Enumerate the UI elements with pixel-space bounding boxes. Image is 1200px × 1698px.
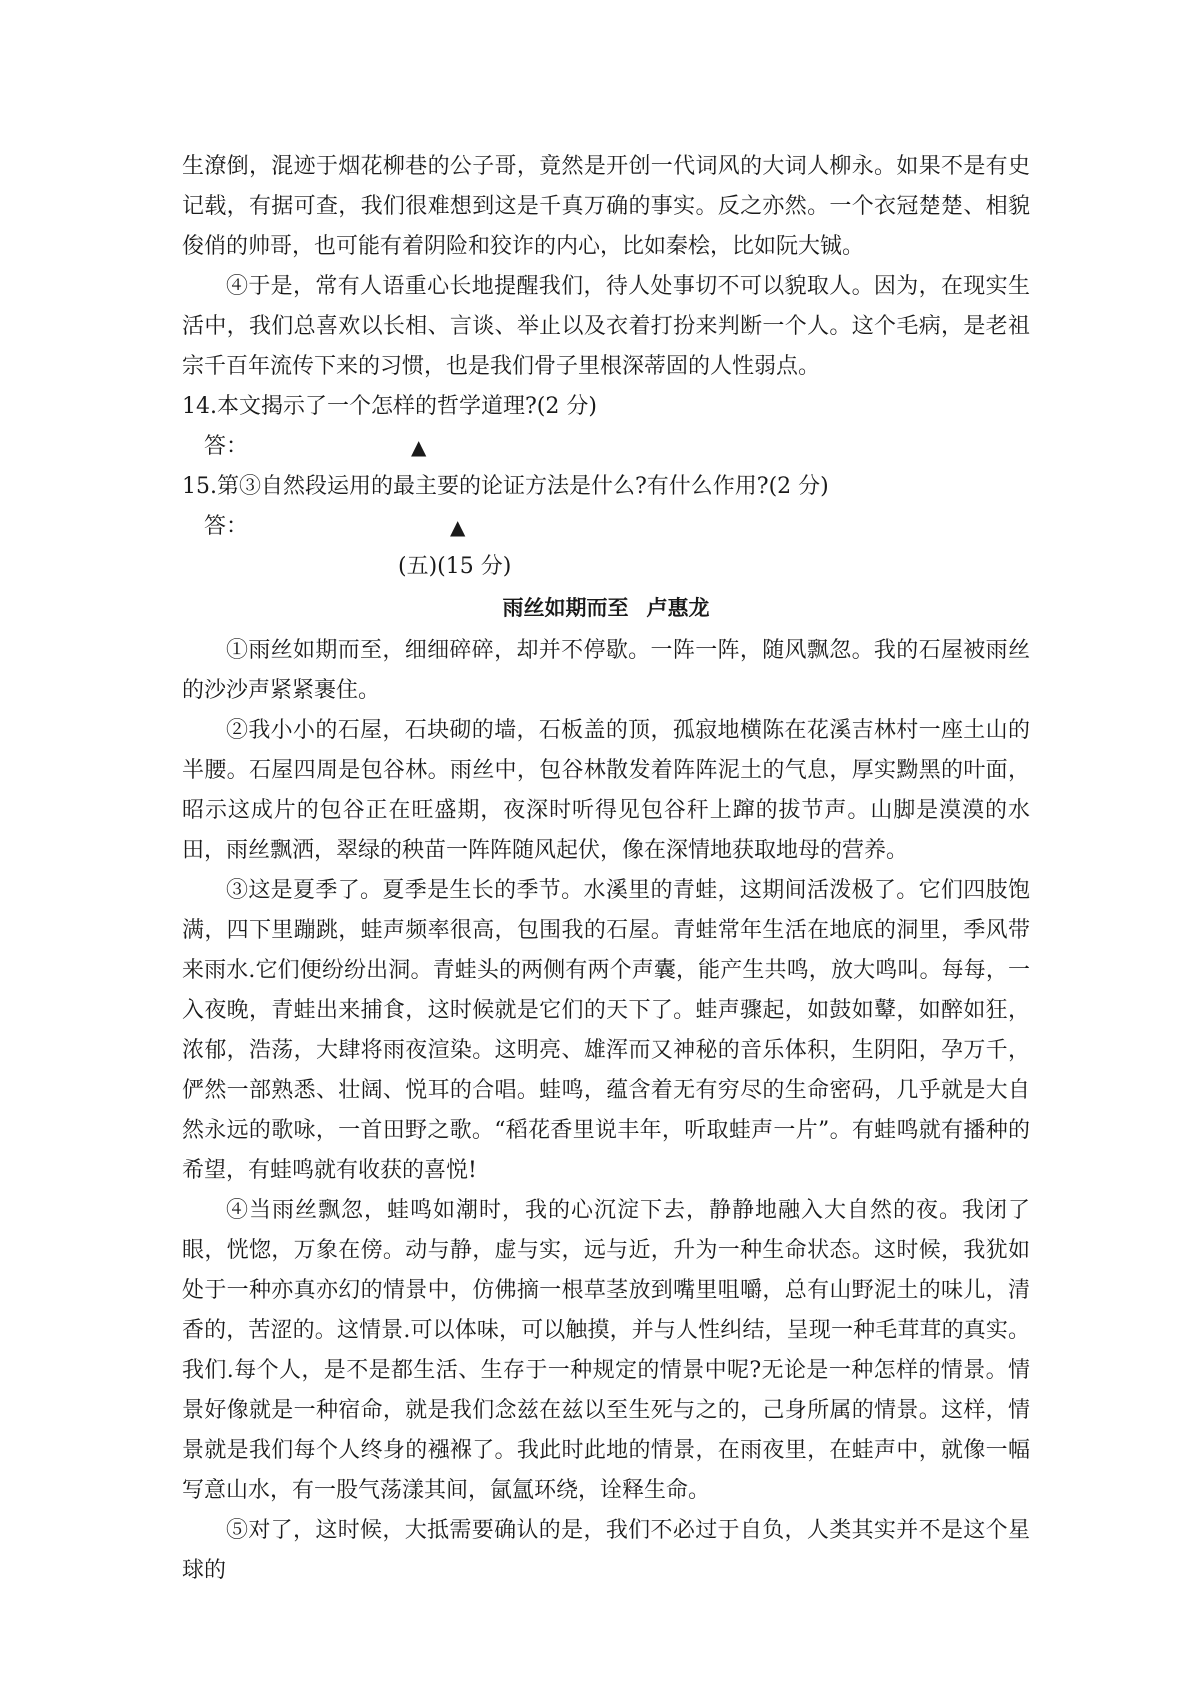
answer-triangle-marker: ▲ bbox=[450, 515, 466, 539]
page-content bbox=[182, 147, 1030, 1591]
section-heading: (五)(15 分) bbox=[398, 554, 512, 579]
passage-paragraph-4: ④于是，常有人语重心长地提醒我们，待人处事切不可以貌取人。因为，在现实生活中，我们总喜欢以长相、言谈、举止以及衣着打扮来判断一个人。这个毛病，是老祖宗千百年流传下来的习惯，也是我们骨子里根深蒂固的人性弱点。 bbox=[182, 274, 1030, 379]
article-paragraph-4: ④当雨丝飘忽，蛙鸣如潮时，我的心沉淀下去，静静地融入大自然的夜。我闭了眼，恍惚，万象在傍。动与静，虚与实，远与近，升为一种生命状态。这时候，我犹如处于一种亦真亦幻的情景中，仿佛摘一根草茎放到嘴里咀嚼，总有山野泥土的味儿，清香的，苦涩的。这情景.可以体味，可以触摸，并与人性纠结，呈现一种毛茸茸的真实。我们.每个人，是不是都生活、生存于一种规定的情景中呢?无论是一种怎样的情景。情景好像就是一种宿命，就是我们念兹在兹以至生死与之的，己身所属的情景。这样，情景就是我们每个人终身的襁褓了。我此时此地的情景，在雨夜里，在蛙声中，就像一幅写意山水，有一股气荡漾其间，氤氲环绕，诠释生命。 bbox=[182, 1198, 1030, 1503]
question-15: 15.第③自然段运用的最主要的论证方法是什么?有什么作用?(2 分) bbox=[182, 474, 829, 499]
question-14: 14.本文揭示了一个怎样的哲学道理?(2 分) bbox=[182, 394, 597, 419]
article-title-line bbox=[182, 587, 1030, 629]
article-paragraph-2: ②我小小的石屋，石块砌的墙，石板盖的顶，孤寂地横陈在花溪吉林村一座土山的半腰。石屋四周是包谷林。雨丝中，包谷林散发着阵阵泥土的气息，厚实黝黑的叶面，昭示这成片的包谷正在旺盛期，夜深时听得见包谷秆上蹿的拔节声。山脚是漠漠的水田，雨丝飘洒，翠绿的秧苗一阵阵随风起伏，像在深情地获取地母的营养。 bbox=[182, 718, 1030, 863]
answer-label: 答： bbox=[204, 514, 249, 539]
answer-label: 答： bbox=[204, 434, 249, 459]
article-paragraph-1: ①雨丝如期而至，细细碎碎，却并不停歇。一阵一阵，随风飘忽。我的石屋被雨丝的沙沙声紧紧裹住。 bbox=[182, 638, 1030, 703]
article-author: 卢惠龙 bbox=[646, 596, 710, 620]
article-title: 雨丝如期而至 bbox=[502, 596, 629, 620]
article-paragraph-5: ⑤对了，这时候，大抵需要确认的是，我们不必过于自负，人类其实并不是这个星球的 bbox=[182, 1518, 1030, 1583]
answer-triangle-marker: ▲ bbox=[411, 435, 427, 459]
passage-paragraph-continued: 生潦倒，混迹于烟花柳巷的公子哥，竟然是开创一代词风的大词人柳永。如果不是有史记载，有据可查，我们很难想到这是千真万确的事实。反之亦然。一个衣冠楚楚、相貌俊俏的帅哥，也可能有着阴险和狡诈的内心，比如秦桧，比如阮大铖。 bbox=[182, 154, 1030, 259]
article-paragraph-3: ③这是夏季了。夏季是生长的季节。水溪里的青蛙，这期间活泼极了。它们四肢饱满，四下里蹦跳，蛙声频率很高，包围我的石屋。青蛙常年生活在地底的洞里，季风带来雨水.它们便纷纷出洞。青蛙头的两侧有两个声囊，能产生共鸣，放大鸣叫。每每，一入夜晚，青蛙出来捕食，这时候就是它们的天下了。蛙声骤起，如鼓如鼙，如醉如狂，浓郁，浩荡，大肆将雨夜渲染。这明亮、雄浑而又神秘的音乐体积，生阴阳，孕万千，俨然一部熟悉、壮阔、悦耳的合唱。蛙鸣，蕴含着无有穷尽的生命密码，几乎就是大自然永远的歌咏，一首田野之歌。“稻花香里说丰年，听取蛙声一片”。有蛙鸣就有播种的希望，有蛙鸣就有收获的喜悦! bbox=[182, 878, 1030, 1183]
answer-line-14 bbox=[182, 427, 1030, 467]
answer-line-15 bbox=[182, 507, 1030, 547]
